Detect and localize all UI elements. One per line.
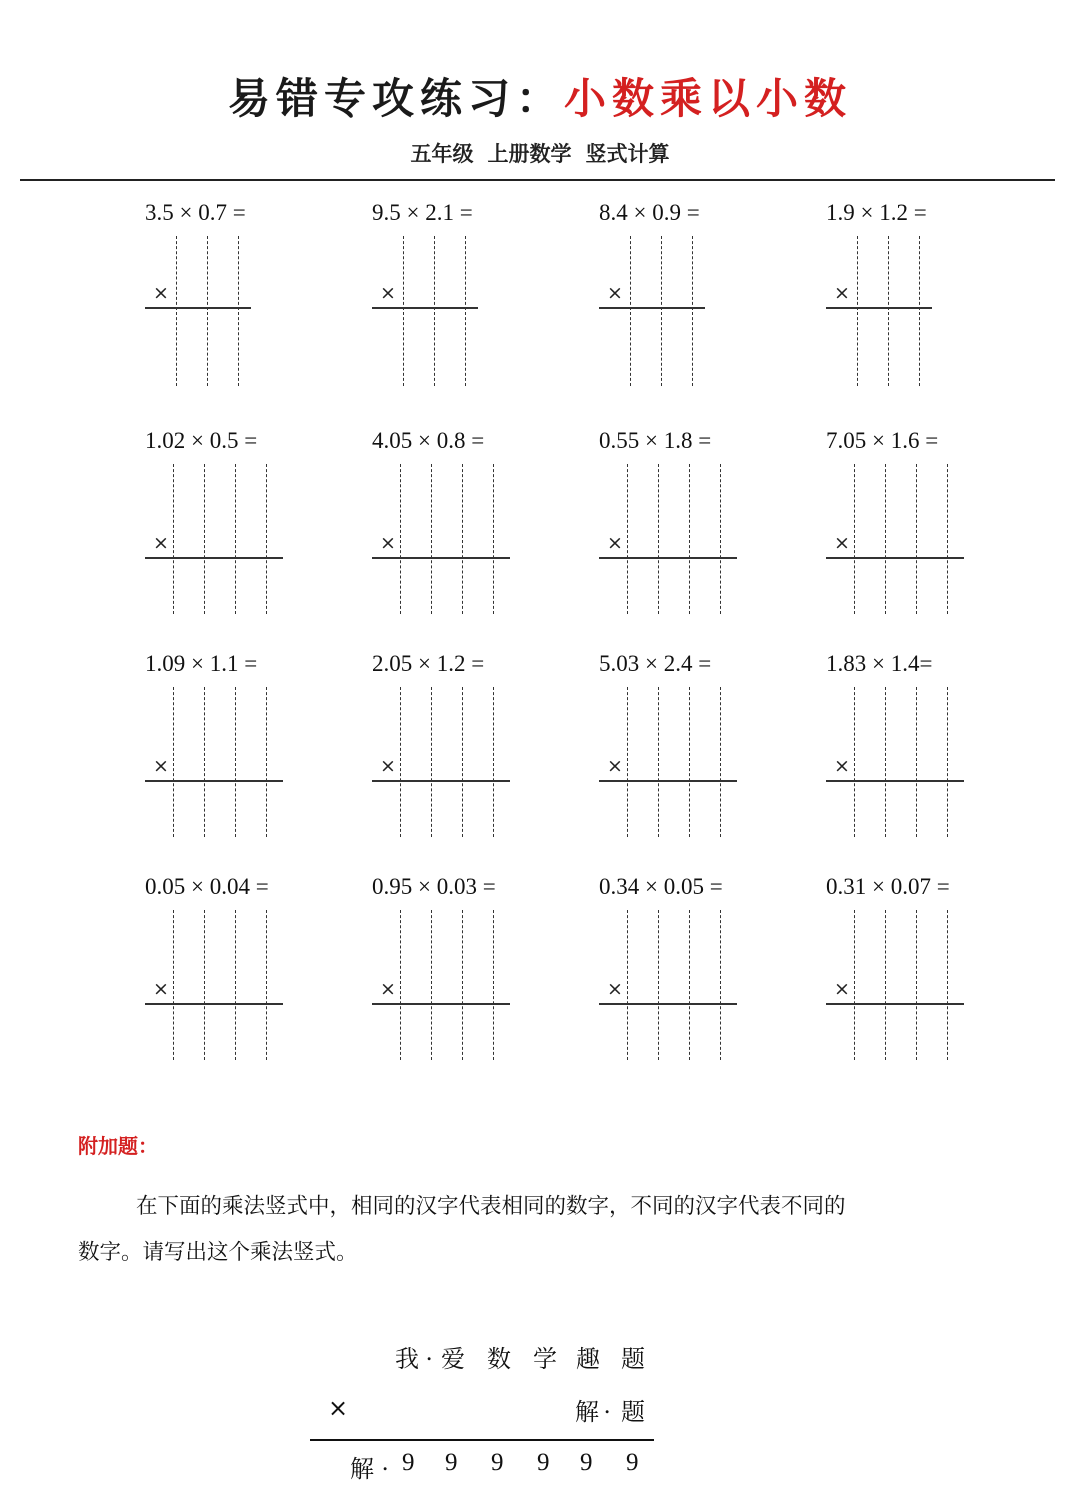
guide-line (658, 910, 659, 1060)
times-sign: × (380, 755, 396, 777)
problem-expression: 1.83 × 1.4= (826, 651, 933, 676)
times-sign: × (834, 755, 850, 777)
guide-line (431, 910, 432, 1060)
guide-line (266, 687, 267, 837)
problem (826, 428, 1026, 608)
puzzle-digit: 9 (402, 1449, 415, 1476)
puzzle-divider (310, 1439, 654, 1441)
guide-line (692, 236, 693, 386)
puzzle-char: 学 (533, 1345, 557, 1373)
product-line (599, 780, 737, 782)
times-sign: × (607, 532, 623, 554)
puzzle-dot: . (604, 1392, 611, 1419)
guide-line (434, 236, 435, 386)
guide-line (854, 687, 855, 837)
guide-line (204, 464, 205, 614)
times-sign: × (380, 978, 396, 1000)
problem-expression: 0.05 × 0.04 = (145, 874, 269, 899)
extra-text-line-1: 在下面的乘法竖式中，相同的汉字代表相同的数字，不同的汉字代表不同的 (136, 1194, 846, 1219)
product-line (599, 1003, 737, 1005)
guide-line (947, 910, 948, 1060)
page-subtitle (0, 138, 1080, 168)
puzzle-char: 趣 (576, 1345, 600, 1373)
guide-line (235, 687, 236, 837)
guide-line (462, 464, 463, 614)
subtitle-topic: 竖式计算 (585, 142, 670, 166)
problem (145, 874, 345, 1054)
problem (372, 874, 572, 1054)
puzzle-times-sign: × (328, 1394, 349, 1422)
guide-line (627, 464, 628, 614)
guide-line (204, 687, 205, 837)
times-sign: × (380, 532, 396, 554)
guide-line (173, 464, 174, 614)
title-black: 易错专攻练习： (227, 74, 564, 123)
product-line (372, 780, 510, 782)
guide-line (207, 236, 208, 386)
guide-line (885, 910, 886, 1060)
problem-expression: 5.03 × 2.4 = (599, 651, 712, 676)
product-line (826, 1003, 964, 1005)
guide-line (627, 687, 628, 837)
product-line (599, 557, 737, 559)
guide-line (400, 687, 401, 837)
guide-line (720, 464, 721, 614)
problem (826, 200, 1026, 380)
guide-line (658, 464, 659, 614)
guide-line (919, 236, 920, 386)
guide-line (947, 464, 948, 614)
guide-line (857, 236, 858, 386)
times-sign: × (153, 532, 169, 554)
problem-expression: 0.34 × 0.05 = (599, 874, 723, 899)
extra-text-line-2: 数字。请写出这个乘法竖式。 (78, 1240, 358, 1265)
product-line (826, 780, 964, 782)
guide-line (854, 464, 855, 614)
guide-line (720, 910, 721, 1060)
problem (145, 651, 345, 831)
times-sign: × (153, 978, 169, 1000)
guide-line (400, 464, 401, 614)
puzzle-digit: 9 (580, 1449, 593, 1476)
guide-line (266, 910, 267, 1060)
guide-line (916, 910, 917, 1060)
extra-problem-title: 附加题： (78, 1134, 158, 1158)
problem (372, 428, 572, 608)
guide-line (885, 464, 886, 614)
title-red: 小数乘以小数 (564, 74, 853, 123)
extra-problem-text (78, 1184, 1058, 1276)
guide-line (266, 464, 267, 614)
times-sign: × (153, 282, 169, 304)
problem-expression: 0.55 × 1.8 = (599, 428, 712, 453)
puzzle-char: 解 (575, 1398, 599, 1426)
problem-expression: 4.05 × 0.8 = (372, 428, 485, 453)
puzzle-char: 题 (621, 1345, 645, 1373)
guide-line (204, 910, 205, 1060)
product-line (599, 307, 705, 309)
guide-line (400, 910, 401, 1060)
puzzle-char: 我 (395, 1345, 419, 1373)
guide-line (462, 687, 463, 837)
product-line (145, 557, 283, 559)
product-line (372, 1003, 510, 1005)
guide-line (176, 236, 177, 386)
times-sign: × (834, 282, 850, 304)
puzzle-char: 题 (621, 1398, 645, 1426)
problem (372, 200, 572, 380)
times-sign: × (834, 532, 850, 554)
problem-expression: 0.31 × 0.07 = (826, 874, 950, 899)
guide-line (888, 236, 889, 386)
product-line (372, 307, 478, 309)
times-sign: × (380, 282, 396, 304)
guide-line (627, 910, 628, 1060)
times-sign: × (607, 978, 623, 1000)
problem (372, 651, 572, 831)
guide-line (462, 910, 463, 1060)
times-sign: × (153, 755, 169, 777)
problem (145, 200, 345, 380)
guide-line (493, 910, 494, 1060)
puzzle-dot: . (382, 1449, 389, 1476)
puzzle-dot: . (426, 1339, 433, 1366)
subtitle-grade: 五年级 (410, 142, 474, 166)
guide-line (661, 236, 662, 386)
guide-line (493, 464, 494, 614)
guide-line (493, 687, 494, 837)
guide-line (854, 910, 855, 1060)
problem-expression: 2.05 × 1.2 = (372, 651, 485, 676)
guide-line (235, 910, 236, 1060)
guide-line (173, 910, 174, 1060)
product-line (145, 780, 283, 782)
puzzle-digit: 9 (445, 1449, 458, 1476)
guide-line (630, 236, 631, 386)
guide-line (465, 236, 466, 386)
problem-expression: 9.5 × 2.1 = (372, 200, 473, 225)
problem (599, 200, 799, 380)
puzzle-digit: 9 (537, 1449, 550, 1476)
problem-expression: 3.5 × 0.7 = (145, 200, 246, 225)
product-line (826, 557, 964, 559)
problem (826, 651, 1026, 831)
problem (145, 428, 345, 608)
guide-line (916, 464, 917, 614)
guide-line (235, 464, 236, 614)
guide-line (689, 464, 690, 614)
problem (826, 874, 1026, 1054)
problem (599, 428, 799, 608)
guide-line (658, 687, 659, 837)
guide-line (238, 236, 239, 386)
puzzle-char: 爱 (441, 1345, 465, 1373)
product-line (145, 307, 251, 309)
guide-line (916, 687, 917, 837)
problem-expression: 1.09 × 1.1 = (145, 651, 258, 676)
guide-line (689, 687, 690, 837)
problem-expression: 8.4 × 0.9 = (599, 200, 700, 225)
puzzle-char: 解 (350, 1455, 374, 1483)
problem-expression: 1.9 × 1.2 = (826, 200, 927, 225)
problem-expression: 1.02 × 0.5 = (145, 428, 258, 453)
times-sign: × (607, 282, 623, 304)
times-sign: × (834, 978, 850, 1000)
product-line (372, 557, 510, 559)
puzzle-digit: 9 (491, 1449, 504, 1476)
problem (599, 874, 799, 1054)
guide-line (947, 687, 948, 837)
problem (599, 651, 799, 831)
header-divider (20, 179, 1055, 181)
product-line (145, 1003, 283, 1005)
guide-line (885, 687, 886, 837)
guide-line (431, 687, 432, 837)
problem-expression: 7.05 × 1.6 = (826, 428, 939, 453)
subtitle-volume: 上册数学 (487, 142, 572, 166)
problem-expression: 0.95 × 0.03 = (372, 874, 496, 899)
guide-line (173, 687, 174, 837)
guide-line (689, 910, 690, 1060)
times-sign: × (607, 755, 623, 777)
puzzle-char: 数 (487, 1345, 511, 1373)
page-title (0, 66, 1080, 126)
puzzle-digit: 9 (626, 1449, 639, 1476)
guide-line (403, 236, 404, 386)
guide-line (720, 687, 721, 837)
product-line (826, 307, 932, 309)
guide-line (431, 464, 432, 614)
